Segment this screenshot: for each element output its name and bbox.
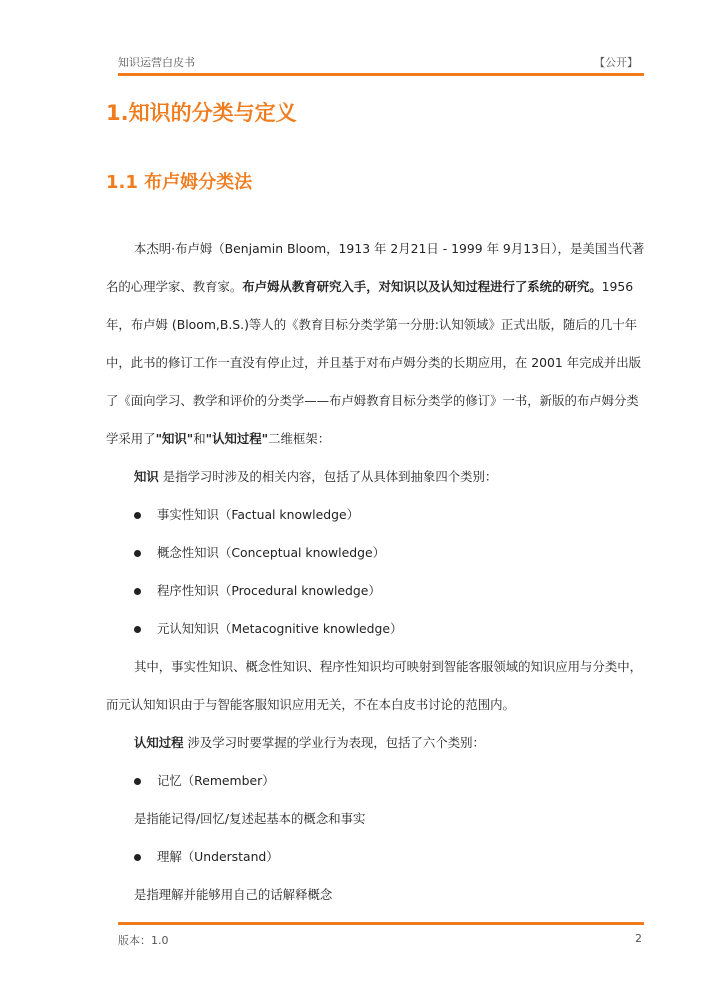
subsection-heading: 1.1 布卢姆分类法 [106, 172, 253, 193]
knowledge-term: 知识 [134, 469, 159, 484]
bullet-icon [134, 550, 141, 557]
cognitive-definition [106, 724, 646, 762]
classification-label: 【公开】 [594, 56, 638, 69]
bullet-icon [134, 588, 141, 595]
list-item-text: 程序性知识（Procedural knowledge） [157, 583, 381, 598]
list-item-text: 事实性知识（Factual knowledge） [157, 507, 359, 522]
knowledge-definition [106, 458, 646, 496]
intro-text-1: 本杰明·布卢姆（Benjamin Bloom，1913 年 2月21日 - 1999 年 9月13日），是美国当代著名的心理学家、教育家。 [106, 241, 645, 294]
intro-tail: 二维框架： [268, 431, 331, 446]
list-item [106, 534, 646, 572]
body-content [106, 230, 646, 914]
bullet-icon [134, 854, 141, 861]
bullet-icon [134, 512, 141, 519]
footer-rule [118, 922, 644, 925]
list-item-text: 记忆（Remember） [157, 773, 275, 788]
version-label: 版本：1.0 [118, 934, 169, 947]
intro-paragraph [106, 230, 646, 458]
list-item [106, 762, 646, 800]
bullet-icon [134, 626, 141, 633]
intro-conjunction: 和 [193, 431, 206, 446]
bullet-icon [134, 778, 141, 785]
list-item-text: 理解（Understand） [157, 849, 279, 864]
header-rule [118, 73, 644, 76]
list-item [106, 572, 646, 610]
knowledge-note: 其中，事实性知识、概念性知识、程序性知识均可映射到智能客服领域的知识应用与分类中，而元认知知识由于与智能客服知识应用无关，不在本白皮书讨论的范围内。 [106, 659, 643, 712]
list-item [106, 496, 646, 534]
intro-text-2: 1956 年，布卢姆 (Bloom,B.S.)等人的《教育目标分类学第一分册:认知领域》正式出版，随后的几十年中，此书的修订工作一直没有停止过，并且基于对布卢姆分类的长期应用，在 2001 年完成并出版了《面向学习、教学和评价的分类学——布卢姆教育目标分类学的修订》一书，新版的布卢姆分类学采用了 [106, 279, 642, 446]
section-heading: 1.知识的分类与定义 [106, 101, 297, 125]
list-item [106, 838, 646, 876]
term-cognitive-quoted: "认知过程" [205, 431, 269, 446]
item-description: 是指能记得/回忆/复述起基本的概念和事实 [134, 811, 366, 826]
knowledge-desc: 是指学习时涉及的相关内容，包括了从具体到抽象四个类别： [158, 469, 498, 484]
term-knowledge-quoted: "知识" [155, 431, 194, 446]
document-header-title: 知识运营白皮书 [118, 56, 195, 69]
page-number: 2 [635, 932, 642, 945]
list-item-text: 概念性知识（Conceptual knowledge） [157, 545, 385, 560]
cognitive-term: 认知过程 [134, 735, 184, 750]
list-item [106, 610, 646, 648]
intro-emphasis: 布卢姆从教育研究入手，对知识以及认知过程进行了系统的研究。 [242, 279, 602, 294]
cognitive-desc: 涉及学习时要掌握的学业行为表现，包括了六个类别： [183, 735, 485, 750]
item-description: 是指理解并能够用自己的话解释概念 [134, 887, 333, 902]
list-item-text: 元认知知识（Metacognitive knowledge） [157, 621, 403, 636]
